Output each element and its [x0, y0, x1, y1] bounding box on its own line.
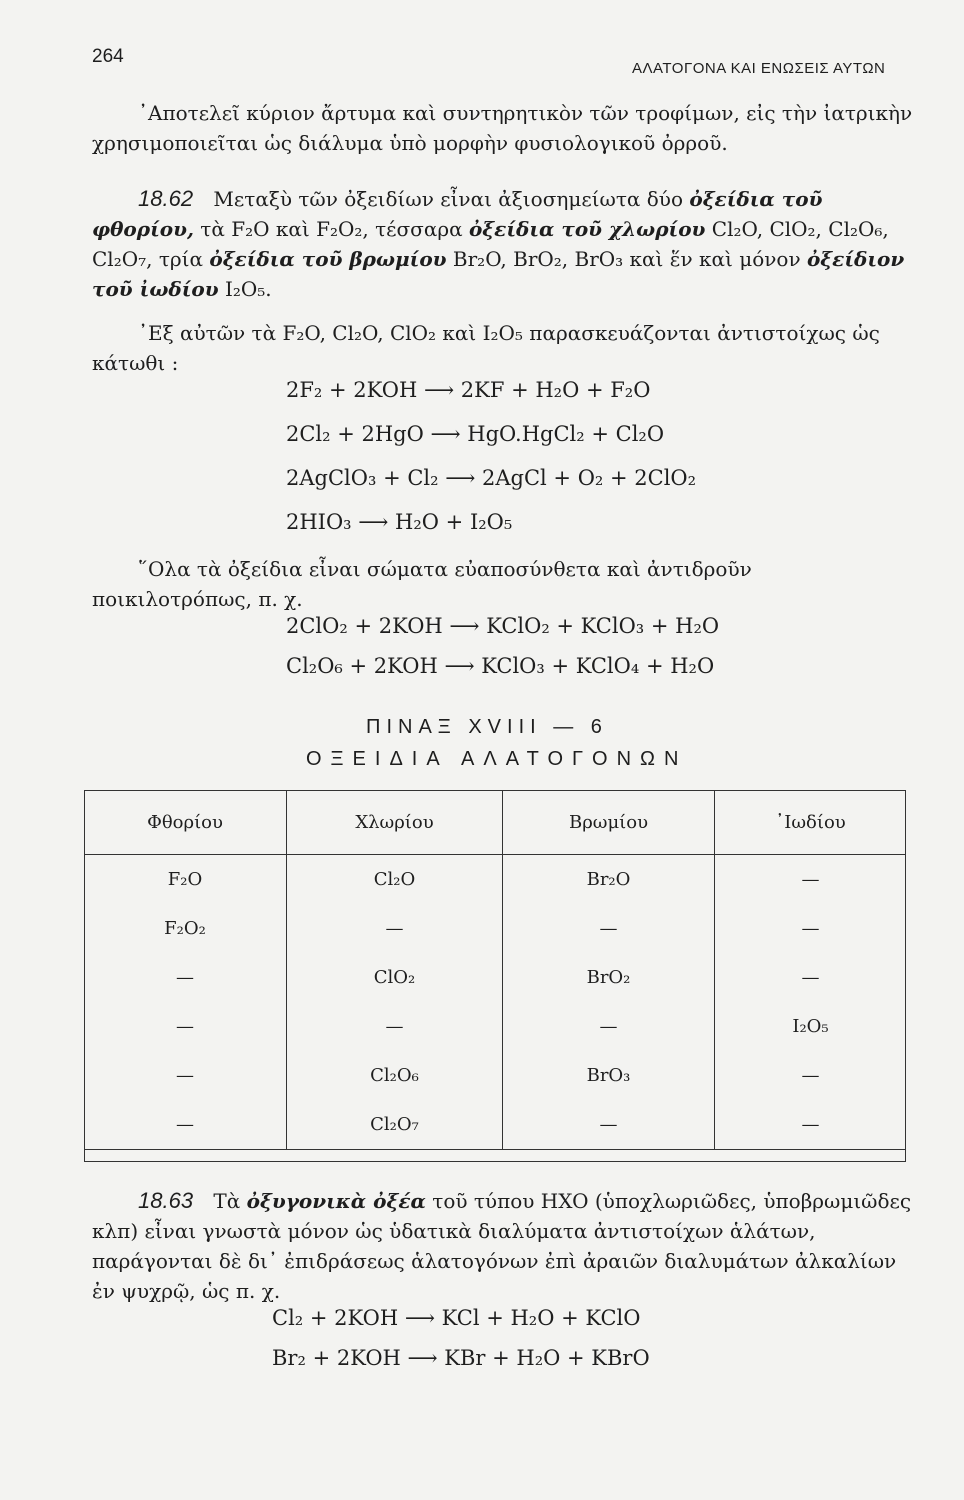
table-cell: F₂O₂: [84, 904, 287, 953]
table-cell: —: [84, 953, 287, 1002]
table-cell: ClO₂: [287, 953, 503, 1002]
equation: 2F₂ + 2KOH ⟶ 2KF + H₂O + F₂O: [286, 378, 651, 402]
table-cell: —: [801, 918, 820, 939]
table-label: ΠΙΝΑΞ XVIII — 6: [366, 716, 608, 738]
section-18-62: [92, 184, 914, 304]
table-cell: Cl₂O: [287, 855, 503, 905]
table-cell: —: [801, 869, 820, 890]
table-cell: —: [287, 904, 503, 953]
equation: Cl₂O₆ + 2KOH ⟶ KClO₃ + KClO₄ + H₂O: [286, 654, 715, 678]
text-span: Br₂O, BrO₂, BrO₃ καὶ ἕν καὶ μόνον: [452, 247, 801, 271]
table-cell: —: [503, 904, 715, 953]
equation: Cl₂ + 2KOH ⟶ KCl + H₂O + KClO: [272, 1306, 641, 1330]
text-span: τὰ F₂O καὶ F₂O₂, τέσσαρα: [200, 217, 463, 241]
table-cell: —: [715, 1100, 907, 1150]
emphasis-iodine-oxide: ὀξείδιον τοῦ ἰωδίου: [92, 247, 905, 301]
section-number: 18.63: [138, 1188, 194, 1213]
table-cell: BrO₂: [503, 953, 715, 1002]
table-cell: —: [801, 1065, 820, 1086]
column-header: ᾿Ιωδίου: [715, 790, 907, 855]
emphasis-fluorine-oxides: ὀξείδια τοῦ φθορίου,: [92, 187, 823, 241]
section-18-63: [92, 1186, 914, 1306]
column-header: Φθορίου: [84, 790, 287, 855]
table-cell: —: [801, 967, 820, 988]
text-span: I₂O₅.: [224, 277, 272, 301]
table-cell: I₂O₅: [792, 1016, 829, 1037]
text-span: τοῦ τύπου HXO (ὑποχλωριῶδες, ὑποβρωμιῶδες κλπ) εἶναι γνωστὰ μόνον ὡς ὑδατικὰ διαλύματα ἀντιστοίχων ἁλάτων, παράγονται δὲ δι᾿ ἐπιδράσεως ἁλατογόνων ἐπὶ ἀραιῶν διαλυμάτων ἀλκαλίων ἐν ψυχρῷ, ὡς π. χ.: [92, 1189, 912, 1303]
table-cell: —: [84, 1051, 287, 1100]
table-cell: F₂O: [84, 855, 287, 905]
emphasis-oxyacids: ὀξυγονικὰ ὀξέα: [246, 1189, 426, 1213]
page-number: 264: [92, 46, 124, 67]
table-title: ΟΞΕΙΔΙΑ ΑΛΑΤΟΓΟΝΩΝ: [306, 748, 688, 770]
text-span: Τὰ: [213, 1189, 241, 1213]
table-cell: —: [503, 1100, 715, 1150]
column-header: Βρωμίου: [503, 790, 715, 855]
table-cell: —: [503, 1002, 715, 1051]
section-number: 18.62: [138, 186, 194, 211]
running-title: ΑΛΑΤΟΓΟΝΑ ΚΑΙ ΕΝΩΣΕΙΣ ΑΥΤΩΝ: [632, 60, 886, 77]
emphasis-chlorine-oxides: ὀξείδια τοῦ χλωρίου: [468, 217, 706, 241]
table-cell: —: [84, 1100, 287, 1150]
intro-paragraph: ᾿Αποτελεῖ κύριον ἄρτυμα καὶ συντηρητικὸν τῶν τροφίμων, εἰς τὴν ἰατρικὴν χρησιμοποιεῖται ὡς διάλυμα ὑπὸ μορφὴν φυσιολογικοῦ ὀρροῦ.: [92, 101, 913, 155]
equation: 2ClO₂ + 2KOH ⟶ KClO₂ + KClO₃ + H₂O: [286, 614, 720, 638]
table-row: [84, 855, 906, 905]
table-cell: —: [84, 1002, 287, 1051]
reactivity-paragraph: ῞Ολα τὰ ὀξείδια εἶναι σώματα εὐαποσύνθετα καὶ ἀντιδροῦν ποικιλοτρόπως, π. χ.: [92, 557, 752, 611]
equation: 2Cl₂ + 2HgO ⟶ HgO.HgCl₂ + Cl₂O: [286, 422, 665, 446]
table-cell: BrO₃: [503, 1051, 715, 1100]
table-row: [84, 953, 906, 1002]
text-span: Μεταξὺ τῶν ὀξειδίων εἶναι ἀξιοσημείωτα δύο: [213, 187, 684, 211]
table-row: [84, 904, 906, 953]
equation: Br₂ + 2KOH ⟶ KBr + H₂O + KBrO: [272, 1346, 650, 1370]
oxides-table: [84, 790, 906, 1150]
equation: 2HIO₃ ⟶ H₂O + I₂O₅: [286, 510, 513, 534]
emphasis-bromine-oxides: ὀξείδια τοῦ βρωμίου: [209, 247, 447, 271]
table-row: [84, 1002, 906, 1051]
table-row: [84, 1051, 906, 1100]
table-cell: —: [287, 1002, 503, 1051]
table-cell: Cl₂O₇: [287, 1100, 503, 1150]
preparation-paragraph: ᾿Εξ αὐτῶν τὰ F₂O, Cl₂O, ClO₂ καὶ I₂O₅ παρασκευάζονται ἀντιστοίχως ὡς κάτωθι :: [92, 321, 880, 375]
table-row: [84, 1100, 906, 1150]
table-cell: Cl₂O₆: [287, 1051, 503, 1100]
column-header: Χλωρίου: [287, 790, 503, 855]
equation: 2AgClO₃ + Cl₂ ⟶ 2AgCl + O₂ + 2ClO₂: [286, 466, 697, 490]
text-span: Cl₂O, ClO₂, Cl₂O₆, Cl₂O₇, τρία: [92, 217, 889, 271]
table-cell: Br₂O: [503, 855, 715, 905]
